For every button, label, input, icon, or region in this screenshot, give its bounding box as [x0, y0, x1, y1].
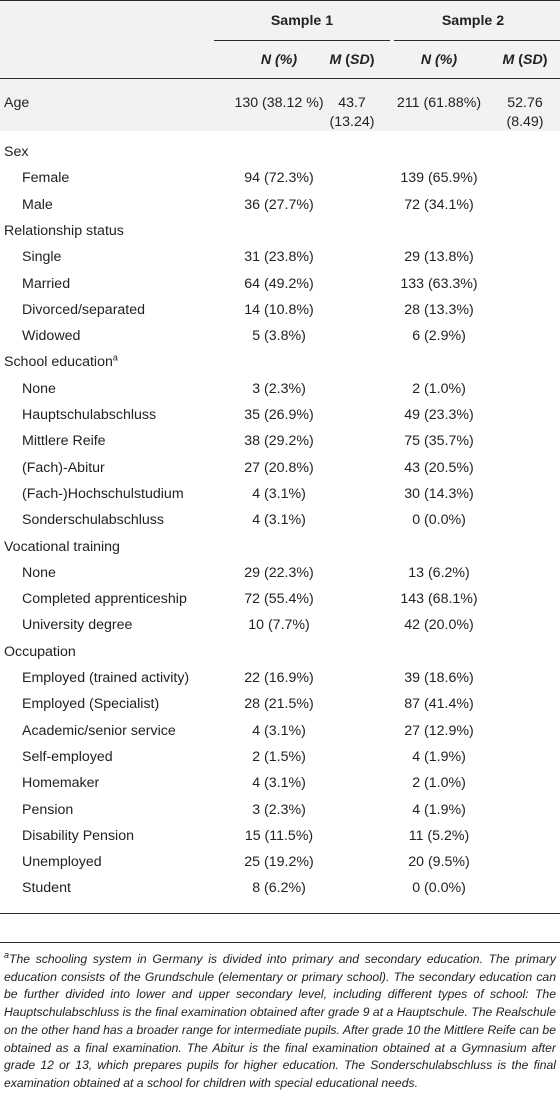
sample2-value: 28 (13.3%) — [404, 301, 474, 318]
sample1-value: 8 (6.2%) — [252, 880, 306, 897]
category-label: Sex — [4, 144, 29, 160]
sample1-value: 64 (49.2%) — [244, 275, 314, 292]
sample2-value: 42 (20.0%) — [404, 617, 474, 634]
sample1-value: 4 (3.1%) — [252, 722, 306, 739]
row-label: University degree — [22, 617, 133, 634]
sample2-value: 49 (23.3%) — [404, 407, 474, 423]
sample1-value: 94 (72.3%) — [244, 170, 314, 187]
row-label: Employed (trained activity) — [22, 670, 190, 686]
category-label: Vocational training — [4, 538, 120, 555]
footnote-marker: a — [4, 949, 10, 960]
row-label: Female — [22, 170, 70, 187]
row-label: Disability Pension — [22, 827, 134, 844]
row-label: Employed (Specialist) — [22, 696, 160, 713]
age-n-sample1: 130 (38.12 %) — [234, 95, 324, 111]
row-label: Male — [22, 196, 53, 213]
sample2-value: 29 (13.8%) — [404, 249, 474, 266]
age-n-sample2: 211 (61.88%) — [396, 95, 482, 111]
sample1-value: 14 (10.8%) — [244, 301, 314, 318]
row-label: Divorced/separated — [22, 301, 146, 318]
row-label: Hauptschulabschluss — [22, 407, 157, 423]
footnote-text: The schooling system in Germany is divided into primary and secondary education. The primary education consists of the Grundschule (elementary or primary school). The secondary education can be further divided into lower and upper secondary level, including different types of school: The Hauptschulabschluss is the final examination obtained after grade 9 at a Hauptschule. The Realschule on the other hand has a broader range for intermediate pupils. After grade 10 the Mittlere Reife can be obtained as a final examination. The Abitur is the final examination obtained at a Gymnasium after grade 12 or 13, which prepares pupils for higher education. The Sonderschulabschluss is the final examination obtained at a school for children with special educational needs. — [4, 952, 556, 1090]
sample1-value: 27 (20.8%) — [244, 459, 314, 476]
sample1-value: 4 (3.1%) — [252, 485, 306, 502]
sample1-underline — [214, 40, 390, 41]
sample1-value: 10 (7.7%) — [248, 617, 310, 634]
row-label: Unemployed — [22, 854, 102, 871]
sample1-value: 4 (3.1%) — [252, 512, 306, 529]
sample2-value: 11 (5.2%) — [408, 827, 470, 844]
footnote — [4, 951, 556, 1093]
sample2-value: 27 (12.9%) — [404, 722, 474, 739]
sample1-value: 29 (22.3%) — [244, 564, 314, 581]
category-label: School education$^a$ — [4, 352, 118, 371]
row-label: Completed apprenticeship — [22, 591, 187, 608]
sample1-value: 5 (3.8%) — [252, 328, 306, 345]
sample2-value: 0 (0.0%) — [412, 880, 466, 897]
row-label: Single — [22, 249, 62, 266]
sample1-value: 3 (2.3%) — [252, 801, 306, 818]
category-label: Relationship status — [4, 222, 124, 239]
top-rule — [0, 0, 560, 1]
age-label: Age — [4, 95, 30, 111]
age-sd-sample1: (13.24) — [329, 114, 375, 130]
row-label: Widowed — [22, 328, 81, 345]
age-mean-sample1: 43.7 — [338, 95, 366, 111]
age-sd-sample2: (8.49) — [506, 114, 544, 130]
sample2-value: 143 (68.1%) — [400, 591, 478, 608]
sample1-value: 36 (27.7%) — [244, 196, 314, 213]
m-sd-header-2: M (SD) — [502, 52, 548, 68]
row-label: Self-employed — [22, 748, 113, 765]
sample2-value: 4 (1.9%) — [412, 801, 466, 818]
row-label: Homemaker — [22, 775, 100, 792]
sample1-value: 22 (16.9%) — [244, 670, 314, 686]
sample2-value: 87 (41.4%) — [404, 696, 474, 713]
sample1-value: 2 (1.5%) — [252, 748, 306, 765]
sample1-value: 38 (29.2%) — [244, 433, 314, 450]
sample2-value: 139 (65.9%) — [400, 170, 478, 187]
row-label: Pension — [22, 801, 74, 818]
bottom-rule — [0, 913, 560, 914]
row-label: Sonderschulabschluss — [22, 512, 164, 529]
row-label: (Fach-)Hochschulstudium — [22, 485, 184, 502]
sample2-header: Sample 2 — [441, 13, 505, 29]
age-mean-sample2: 52.76 — [507, 95, 543, 111]
footnote-marker: a — [112, 352, 118, 363]
n-pct-header-2: N (%) — [420, 52, 458, 68]
sample2-value: 13 (6.2%) — [408, 564, 470, 581]
sample2-value: 2 (1.0%) — [412, 380, 466, 397]
sample2-value: 2 (1.0%) — [412, 775, 466, 792]
row-label: Married — [22, 275, 71, 292]
sample1-value: 4 (3.1%) — [252, 775, 306, 792]
row-label: Student — [22, 880, 71, 897]
row-label: Mittlere Reife — [22, 433, 106, 450]
category-label: Occupation — [4, 643, 76, 660]
sample2-value: 39 (18.6%) — [404, 670, 474, 686]
sample1-value: 31 (23.8%) — [244, 249, 314, 266]
sample2-underline — [394, 40, 560, 41]
sample2-value: 72 (34.1%) — [404, 196, 474, 213]
row-label: None — [22, 564, 56, 581]
sample2-value: 75 (35.7%) — [404, 433, 474, 450]
sample2-value: 20 (9.5%) — [408, 854, 470, 871]
sample1-value: 3 (2.3%) — [252, 380, 306, 397]
header-rule — [0, 78, 560, 79]
row-label: Academic/senior service — [22, 722, 176, 739]
footnote-rule — [0, 942, 560, 943]
m-sd-header-1: M (SD) — [329, 52, 375, 68]
sample1-value: 15 (11.5%) — [244, 827, 314, 844]
row-label: (Fach)-Abitur — [22, 459, 105, 476]
sample1-value: 72 (55.4%) — [244, 591, 314, 608]
sample1-value: 35 (26.9%) — [244, 407, 314, 423]
sample2-value: 43 (20.5%) — [404, 459, 474, 476]
sample1-value: 25 (19.2%) — [244, 854, 314, 871]
sample2-value: 0 (0.0%) — [412, 512, 466, 529]
sample1-value: 28 (21.5%) — [244, 696, 314, 713]
n-pct-header-1: N (%) — [260, 52, 298, 68]
sample2-value: 30 (14.3%) — [404, 485, 474, 502]
sample1-header: Sample 1 — [270, 13, 334, 29]
row-label: None — [22, 380, 56, 397]
sample2-value: 133 (63.3%) — [400, 275, 478, 292]
sample2-value: 4 (1.9%) — [412, 748, 466, 765]
sample2-value: 6 (2.9%) — [412, 328, 466, 345]
